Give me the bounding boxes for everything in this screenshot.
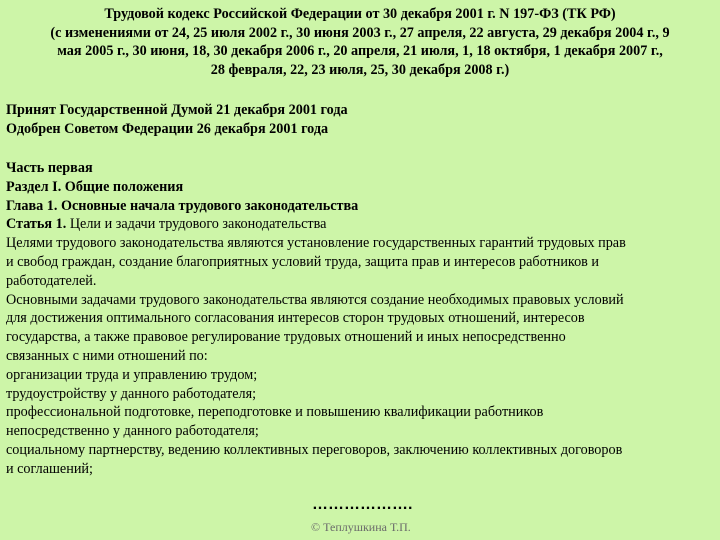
paragraph-line: Целями трудового законодательства являются установление государственных гарантий трудовых прав bbox=[6, 235, 626, 252]
section-heading: Раздел I. Общие положения bbox=[6, 178, 184, 195]
list-item: организации труда и управлению трудом; bbox=[6, 366, 258, 383]
list-item: непосредственно у данного работодателя; bbox=[6, 423, 259, 440]
list-item: и соглашений; bbox=[6, 460, 93, 477]
chapter-heading: Глава 1. Основные начала трудового законодательства bbox=[6, 197, 359, 214]
part-heading: Часть первая bbox=[6, 160, 93, 176]
paragraph-line: и свобод граждан, создание благоприятных условий труда, защита прав и интересов работников и bbox=[6, 253, 600, 270]
paragraph-line: для достижения оптимального согласования интересов сторон трудовых отношений, интересов bbox=[6, 310, 585, 327]
amendments-line: мая 2005 г., 30 июня, 18, 30 декабря 2006 г., 20 апреля, 21 июля, 1, 18 октября, 1 декабря 2007 г., bbox=[57, 43, 663, 60]
article-label: Статья 1. bbox=[6, 216, 67, 233]
article-heading bbox=[6, 215, 718, 234]
copyright-notice: © Теплушкина Т.П. bbox=[311, 520, 411, 534]
paragraph-line: работодателей. bbox=[6, 272, 97, 289]
article-title: Цели и задачи трудового законодательства bbox=[66, 216, 327, 233]
amendments-line: (с изменениями от 24, 25 июля 2002 г., 30 июня 2003 г., 27 апреля, 22 августа, 29 декабря 2004 г., 9 bbox=[50, 24, 670, 41]
paragraph-line: Основными задачами трудового законодательства являются создание необходимых правовых условий bbox=[6, 291, 624, 308]
title-line: Трудовой кодекс Российской Федерации от 30 декабря 2001 г. N 197-ФЗ (ТК РФ) bbox=[104, 6, 616, 22]
paragraph-line: связанных с ними отношений по: bbox=[6, 347, 208, 364]
list-item: трудоустройству у данного работодателя; bbox=[6, 385, 257, 402]
approval-block bbox=[6, 101, 718, 139]
council-approval: Одобрен Советом Федерации 26 декабря 2001 года bbox=[6, 120, 329, 137]
list-item: социальному партнерству, ведению коллективных переговоров, заключению коллективных договоров bbox=[6, 441, 623, 458]
document-title bbox=[6, 5, 714, 79]
paragraph-line: государства, а также правовое регулирование трудовых отношений и иных непосредственно bbox=[6, 329, 566, 346]
list-item: профессиональной подготовке, переподготовке и повышению квалификации работников bbox=[6, 404, 544, 421]
duma-approval: Принят Государственной Думой 21 декабря 2001 года bbox=[6, 102, 348, 118]
document-body bbox=[6, 159, 718, 479]
amendments-line: 28 февраля, 22, 23 июля, 25, 30 декабря 2008 г.) bbox=[210, 61, 510, 78]
ellipsis-separator: ………………. bbox=[312, 496, 413, 513]
